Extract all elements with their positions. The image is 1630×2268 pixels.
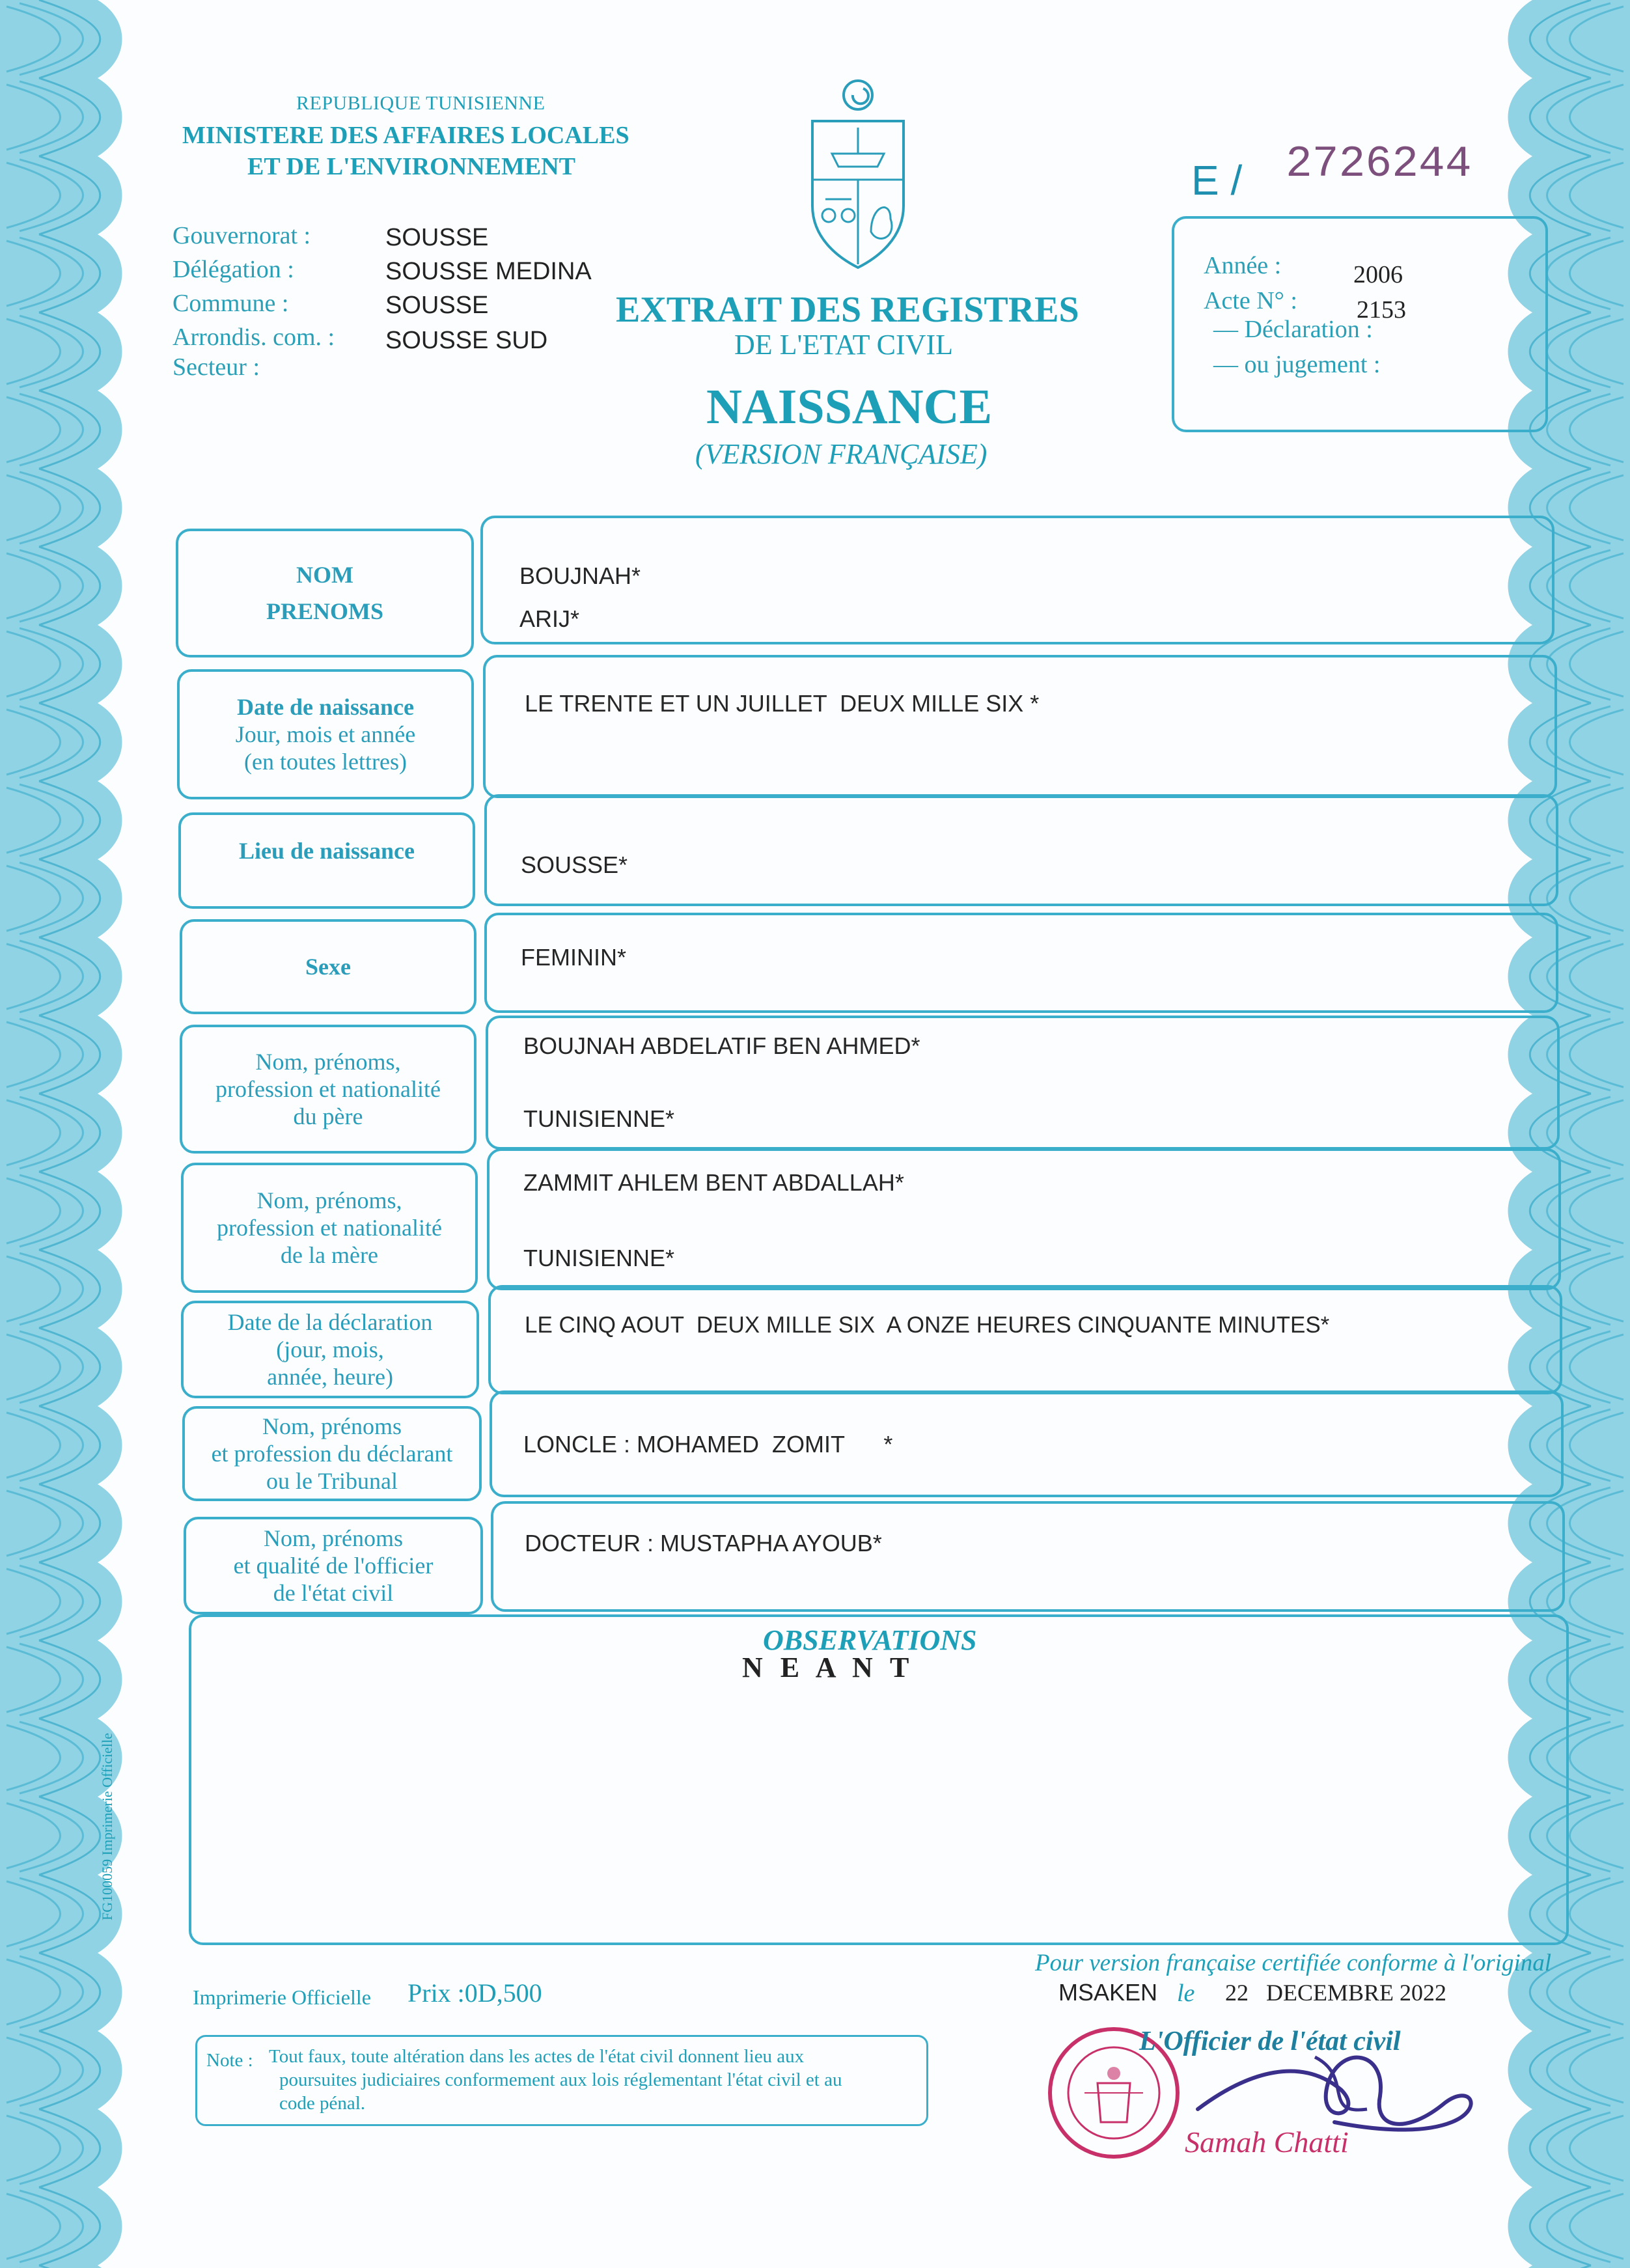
declaration-value-box <box>488 1285 1562 1394</box>
note-line1: Tout faux, toute altération dans les actes de l'état civil donnent lieu aux <box>269 2046 805 2067</box>
prenoms-value: ARIJ* <box>519 605 580 632</box>
date-naissance-title: Date de naissance <box>237 694 414 720</box>
sexe-label <box>180 919 477 1014</box>
date-naissance-label <box>177 669 474 799</box>
lieu-value-box <box>484 794 1558 906</box>
declarant-label-line1: Nom, prénoms <box>262 1413 402 1439</box>
mere-label <box>181 1163 478 1293</box>
declarant-value: LONCLE : MOHAMED ZOMIT * <box>523 1431 893 1458</box>
issue-place: MSAKEN <box>1058 1979 1158 2006</box>
nom-label: NOM <box>296 562 353 588</box>
declarant-label-line2: et profession du déclarant <box>211 1441 453 1467</box>
mere-label-line1: Nom, prénoms, <box>256 1187 402 1213</box>
coat-of-arms-icon <box>799 76 917 271</box>
ministry-line1: MINISTERE DES AFFAIRES LOCALES <box>182 122 629 149</box>
issue-date: 22 DECEMBRE 2022 <box>1225 1980 1447 2006</box>
pere-nationality-value: TUNISIENNE* <box>523 1105 675 1132</box>
officier-label-line2: et qualité de l'officier <box>233 1553 434 1579</box>
lieu-label <box>178 812 475 909</box>
pere-label-line1: Nom, prénoms, <box>255 1049 401 1075</box>
lieu-label-text: Lieu de naissance <box>238 838 415 864</box>
nom-value: BOUJNAH* <box>519 562 641 589</box>
annee-label: Année : <box>1204 252 1282 279</box>
pere-label-line3: du père <box>293 1103 363 1129</box>
imprimerie-label: Imprimerie Officielle <box>193 1985 371 2009</box>
delegation-label: Délégation : <box>173 256 294 283</box>
note-label: Note : <box>206 2050 253 2071</box>
decl-label-line1: Date de la déclaration <box>227 1309 433 1335</box>
title-line1: EXTRAIT DES REGISTRES <box>616 290 1079 330</box>
nom-prenoms-value-box <box>480 516 1554 644</box>
mere-label-line3: de la mère <box>281 1242 378 1268</box>
jugement-label: — ou jugement : <box>1213 351 1381 378</box>
decorative-border-left <box>0 0 150 2268</box>
officier-value: DOCTEUR : MUSTAPHA AYOUB* <box>525 1530 882 1556</box>
prenoms-label: PRENOMS <box>266 598 383 624</box>
officer-signature-name: Samah Chatti <box>1185 2125 1349 2159</box>
mere-label-line2: profession et nationalité <box>217 1215 442 1241</box>
officer-title: L'Officier de l'état civil <box>1139 2026 1401 2056</box>
officier-label <box>184 1517 483 1614</box>
observations-title: OBSERVATIONS <box>763 1624 977 1656</box>
lieu-value: SOUSSE* <box>521 851 628 878</box>
acte-number-label: Acte N° : <box>1204 287 1297 314</box>
commune-label: Commune : <box>173 290 289 317</box>
acte-number-value: 2153 <box>1357 296 1406 324</box>
date-naissance-value-box <box>483 655 1557 798</box>
declaration-date-label <box>181 1301 479 1398</box>
arrondissement-value: SOUSSE SUD <box>385 327 548 354</box>
officier-label-line1: Nom, prénoms <box>264 1525 403 1551</box>
declarant-label-line3: ou le Tribunal <box>266 1468 398 1494</box>
mere-nationality-value: TUNISIENNE* <box>523 1245 675 1271</box>
observations-value: N E A N T <box>742 1652 915 1683</box>
officier-label-line3: de l'état civil <box>273 1580 394 1606</box>
serial-number: 2726244 <box>1286 139 1472 189</box>
prix-label: Prix :0D,500 <box>408 1978 542 2008</box>
arrondissement-label: Arrondis. com. : <box>173 324 335 351</box>
ministry-line2: ET DE L'ENVIRONNEMENT <box>247 153 575 180</box>
date-naissance-value: LE TRENTE ET UN JUILLET DEUX MILLE SIX * <box>525 690 1040 717</box>
decl-label-line3: année, heure) <box>267 1364 393 1390</box>
certified-statement: Pour version française certifiée conforme à l'original <box>1035 1950 1552 1976</box>
annee-value: 2006 <box>1353 261 1403 288</box>
mere-name-value: ZAMMIT AHLEM BENT ABDALLAH* <box>523 1169 904 1196</box>
pere-label-line2: profession et nationalité <box>215 1076 441 1102</box>
note-line3: code pénal. <box>279 2093 366 2114</box>
date-naissance-sub1: Jour, mois et année <box>235 721 416 747</box>
issue-le: le <box>1177 1980 1195 2007</box>
decl-label-line2: (jour, mois, <box>276 1336 384 1362</box>
version-label: (VERSION FRANÇAISE) <box>695 438 988 470</box>
serial-prefix: E / <box>1191 157 1243 204</box>
sexe-value-box <box>484 913 1558 1013</box>
declaration-date-value: LE CINQ AOUT DEUX MILLE SIX A ONZE HEURES CINQUANTE MINUTES* <box>525 1312 1330 1338</box>
nom-prenoms-label <box>176 529 474 657</box>
sexe-value: FEMININ* <box>521 944 626 971</box>
declarant-label <box>182 1406 482 1501</box>
secteur-label: Secteur : <box>173 353 260 381</box>
pere-name-value: BOUJNAH ABDELATIF BEN AHMED* <box>523 1032 920 1059</box>
acte-box <box>1172 216 1548 432</box>
pere-label <box>180 1025 477 1154</box>
republic-heading: REPUBLIQUE TUNISIENNE <box>296 92 546 114</box>
sexe-label-text: Sexe <box>305 954 351 980</box>
title-line2: DE L'ETAT CIVIL <box>734 329 953 361</box>
gouvernorat-value: SOUSSE <box>385 224 489 251</box>
note-line2: poursuites judiciaires conformement aux lois réglementant l'état civil et au <box>279 2069 842 2090</box>
note-box <box>195 2035 928 2126</box>
delegation-value: SOUSSE MEDINA <box>385 258 592 285</box>
gouvernorat-label: Gouvernorat : <box>173 222 311 249</box>
document-title: NAISSANCE <box>706 380 993 434</box>
declaration-label: — Déclaration : <box>1213 316 1373 343</box>
commune-value: SOUSSE <box>385 292 489 319</box>
side-print-code: FG100059 Imprimerie Officielle <box>99 1733 115 1920</box>
date-naissance-sub2: (en toutes lettres) <box>244 749 407 775</box>
